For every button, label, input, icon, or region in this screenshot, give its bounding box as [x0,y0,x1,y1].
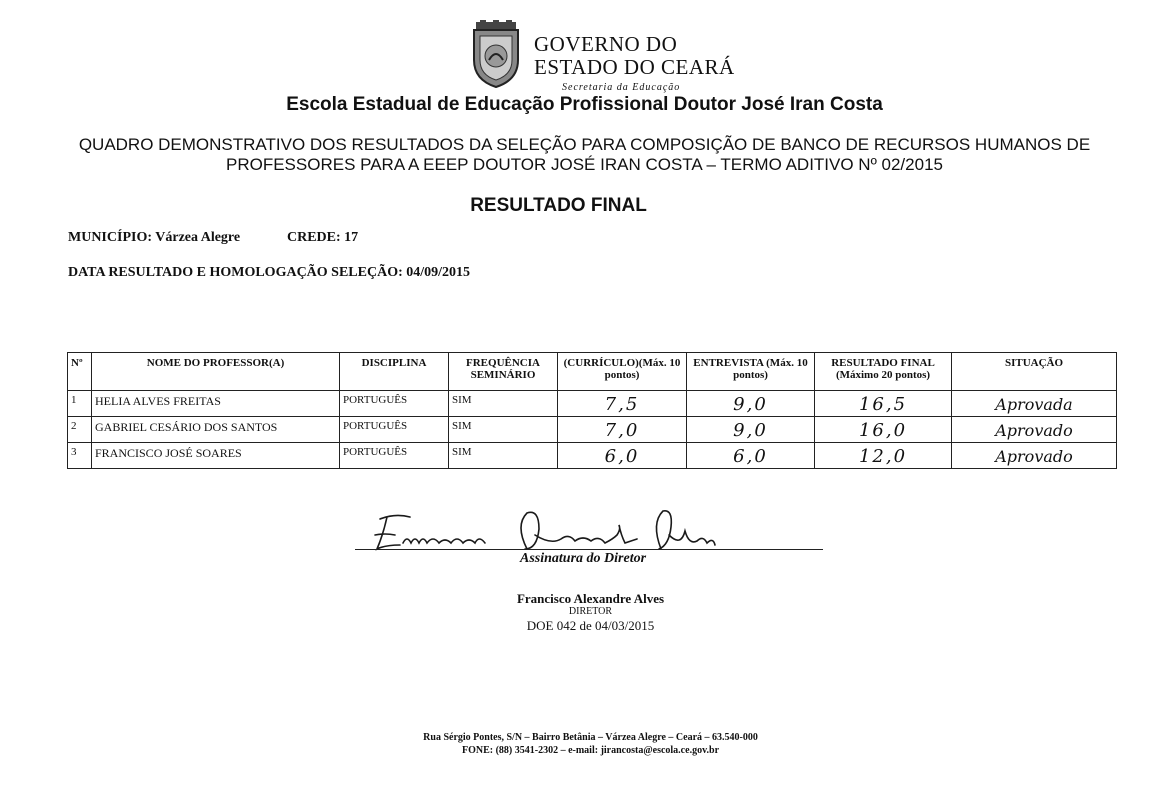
status: Aprovada [952,391,1117,417]
teacher-name: HELIA ALVES FREITAS [92,391,340,417]
footer-address: Rua Sérgio Pontes, S/N – Bairro Betânia – Várzea Alegre – Ceará – 63.540-000 [423,732,758,743]
table-row [68,391,1117,417]
attendance: SIM [449,443,558,469]
director-role: DIRETOR [568,606,613,617]
curriculum-score: 7,5 [558,391,687,417]
municipality-label: MUNICÍPIO: Várzea Alegre [68,230,241,245]
attendance: SIM [449,391,558,417]
final-score: 16,0 [815,417,952,443]
column-header-name: NOME DO PROFESSOR(A) [92,353,340,391]
signature-line [355,549,823,550]
table-row [68,443,1117,469]
status: Aprovado [952,417,1117,443]
subject: PORTUGUÊS [340,391,449,417]
crede-label: CREDE: 17 [287,230,359,245]
column-header-curriculum: (CURRÍCULO)(Máx. 10 pontos) [558,353,687,391]
signature-caption: Assinatura do Diretor [520,551,647,566]
column-header-final-result: RESULTADO FINAL (Máximo 20 pontos) [815,353,952,391]
document-title-line1: QUADRO DEMONSTRATIVO DOS RESULTADOS DA SELEÇÃO PARA COMPOSIÇÃO DE BANCO DE RECURSOS HUMANOS DE [78,135,1091,154]
teacher-name: FRANCISCO JOSÉ SOARES [92,443,340,469]
director-name: Francisco Alexandre Alves [516,591,665,606]
results-table [67,352,1117,469]
government-title-line2: ESTADO DO CEARÁ [534,55,735,79]
row-number: 2 [68,417,92,443]
government-title-line1: GOVERNO DO [534,32,678,56]
table-row [68,417,1117,443]
attendance: SIM [449,417,558,443]
result-date-label: DATA RESULTADO E HOMOLOGAÇÃO SELEÇÃO: 04/09/2015 [68,265,471,280]
interview-score: 9,0 [687,417,815,443]
result-heading: RESULTADO FINAL [470,195,647,216]
row-number: 3 [68,443,92,469]
curriculum-score: 6,0 [558,443,687,469]
status: Aprovado [952,443,1117,469]
column-header-attendance: FREQUÊNCIA SEMINÁRIO [449,353,558,391]
column-header-interview: ENTREVISTA (Máx. 10 pontos) [687,353,815,391]
column-header-subject: DISCIPLINA [340,353,449,391]
subject: PORTUGUÊS [340,443,449,469]
ceara-coat-of-arms-icon [470,20,522,88]
school-name: Escola Estadual de Educação Profissional Doutor José Iran Costa [286,94,883,115]
secretariat-label: Secretaria da Educação [562,82,681,93]
row-number: 1 [68,391,92,417]
teacher-name: GABRIEL CESÁRIO DOS SANTOS [92,417,340,443]
footer-contact: FONE: (88) 3541-2302 – e-mail: jirancosta@escola.ce.gov.br [461,745,720,756]
curriculum-score: 7,0 [558,417,687,443]
final-score: 12,0 [815,443,952,469]
column-header-status: SITUAÇÃO [952,353,1117,391]
subject: PORTUGUÊS [340,417,449,443]
interview-score: 6,0 [687,443,815,469]
document-title-line2: PROFESSORES PARA A EEEP DOUTOR JOSÉ IRAN COSTA – TERMO ADITIVO Nº 02/2015 [226,155,943,174]
final-score: 16,5 [815,391,952,417]
director-doe: DOE 042 de 04/03/2015 [526,618,655,633]
table-header-row [68,353,1117,391]
column-header-number: Nº [68,353,92,391]
interview-score: 9,0 [687,391,815,417]
